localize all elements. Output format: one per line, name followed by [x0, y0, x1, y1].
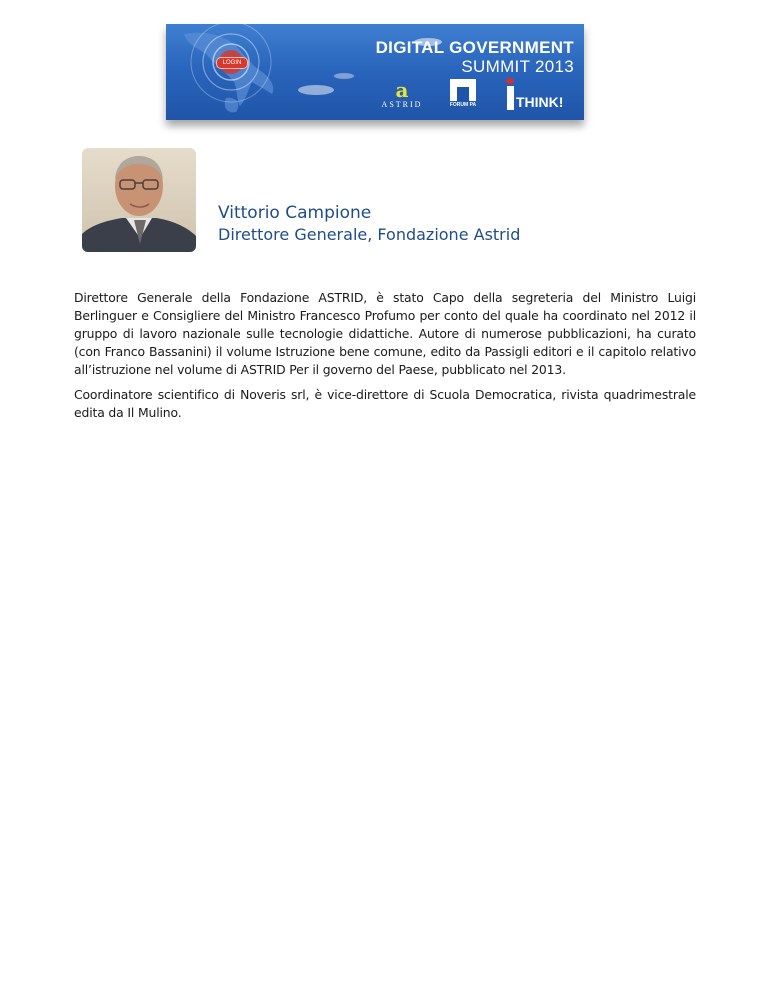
forumpa-logo-icon	[450, 79, 476, 101]
astrid-logo	[372, 80, 432, 110]
banner-title	[324, 38, 574, 76]
astrid-logo-text: ASTRID	[381, 100, 423, 109]
astrid-logo-mark: a	[395, 78, 409, 102]
bio-paragraph: Direttore Generale della Fondazione ASTRID, è stato Capo della segreteria del Ministro Luigi Berlinguer e Consigliere del Ministro Francesco Profumo per conto del quale ha coordinato nel 2012 il gruppo di lavoro nazionale sulle tecnologie didattiche. Autore di numerose pubblicazioni, ha curato (con Franco Bassanini) il volume Istruzione bene comune, edito da Passigli editori e il capitolo relativo all’istruzione nel volume di ASTRID Per il governo del Paese, pubblicato nel 2013.	[74, 290, 696, 377]
forumpa-logo-text: FORUM PA	[449, 102, 477, 108]
ithink-logo-text: THINK!	[516, 94, 564, 110]
bio-paragraph: Coordinatore scientifico di Noveris srl, è vice-direttore di Scuola Democratica, rivista quadrimestrale edita da Il Mulino.	[74, 387, 696, 420]
person-role: Direttore Generale, Fondazione Astrid	[218, 225, 521, 244]
banner-title-line1: DIGITAL GOVERNMENT	[375, 38, 574, 57]
portrait-illustration	[82, 148, 196, 252]
portrait-photo	[82, 148, 196, 252]
summit-banner	[166, 24, 584, 120]
banner-title-line2: SUMMIT 2013	[461, 57, 574, 76]
forumpa-logo	[446, 79, 480, 109]
login-button: LOGIN	[216, 57, 248, 69]
ithink-i-icon	[507, 86, 514, 110]
person-name: Vittorio Campione	[218, 203, 372, 223]
ithink-logo	[507, 86, 563, 110]
